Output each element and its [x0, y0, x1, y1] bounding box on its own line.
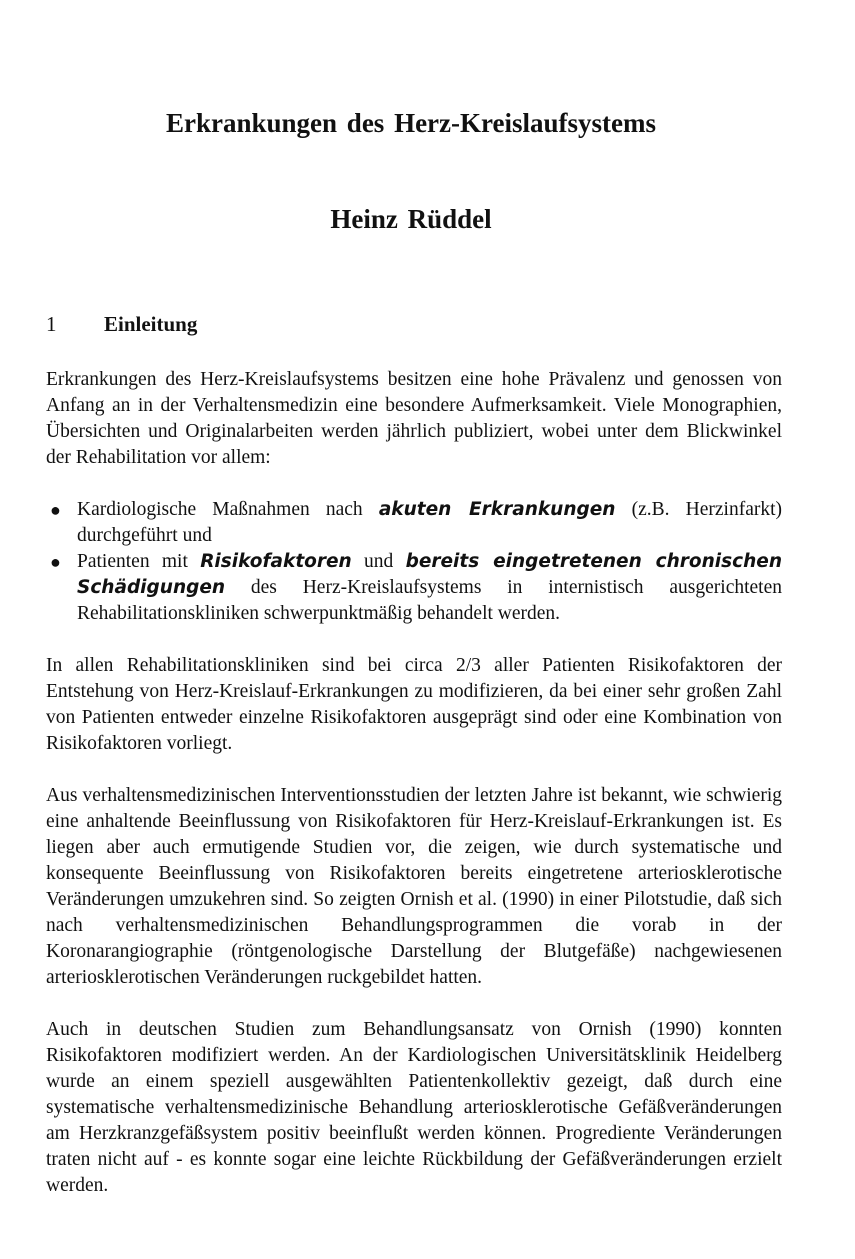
emphasis-text: akuten Erkrankungen: [378, 499, 616, 520]
body-text: [46, 367, 782, 1225]
section-heading: Einleitung: [104, 312, 198, 336]
list-item: [46, 497, 782, 549]
bullet-icon: ●: [50, 552, 61, 572]
paragraph: Aus verhaltensmedizinischen Interventionsstudien der letzten Jahre ist bekannt, wie schwierig eine anhaltende Beeinflussung von Risikofaktoren für Herz-Kreislauf-Erkrankungen ist. Es liegen aber auch ermutigende Studien vor, die zeigen, wie durch systematische und konsequente Beeinflussung von Risikofaktoren bereits eingetretene arteriosklerotische Veränderungen umzukehren sind. So zeigten Ornish et al. (1990) in einer Pilotstudie, daß sich nach verhaltensmedizinischen Behandlungsprogrammen die vorab in der Koronarangiographie (röntgenologische Darstellung der Blutgefäße) nachgewiesenen arteriosklerotischen Veränderungen ruckgebildet hatten.: [46, 785, 782, 988]
emphasis-text: bereits eingetretenen chronischen Schädigungen: [77, 551, 782, 598]
list-item-text: Patienten mit: [77, 551, 201, 572]
list-item-text: (z.B. Herzinfarkt) durchgeführt und: [77, 499, 783, 546]
page-title: Erkrankungen des Herz-Kreislaufsystems: [166, 108, 656, 138]
bullet-list: [46, 497, 782, 627]
list-item-text: Kardiologische Maßnahmen nach: [77, 499, 379, 520]
emphasis-text: Risikofaktoren: [200, 551, 352, 572]
author-name: Heinz Rüddel: [330, 204, 492, 234]
section-number: 1: [46, 312, 57, 336]
list-item-text: und: [351, 551, 406, 572]
list-item-text: des Herz-Kreislaufsystems in internistisch ausgerichteten Rehabilitationskliniken schwerpunktmäßig behandelt werden.: [77, 577, 782, 624]
bullet-icon: ●: [50, 500, 61, 520]
paragraph: Erkrankungen des Herz-Kreislaufsystems besitzen eine hohe Prävalenz und genossen von Anfang an in der Verhaltensmedizin eine besondere Aufmerksamkeit. Viele Monographien, Übersichten und Originalarbeiten werden jährlich publiziert, wobei unter dem Blickwinkel der Rehabilitation vor allem:: [46, 369, 782, 468]
list-item: [46, 549, 782, 627]
paragraph: Auch in deutschen Studien zum Behandlungsansatz von Ornish (1990) konnten Risikofaktoren modifiziert werden. An der Kardiologischen Universitätsklinik Heidelberg wurde an einem speziell ausgewählten Patientenkollektiv gezeigt, daß durch eine systematische verhaltensmedizinische Behandlung arteriosklerotische Gefäßveränderungen am Herzkranzgefäßsystem positiv beeinflußt werden können. Progrediente Veränderungen traten nicht auf - es konnte sogar eine leichte Rückbildung der Gefäßveränderungen erzielt werden.: [46, 1019, 782, 1196]
paragraph: In allen Rehabilitationskliniken sind bei circa 2/3 aller Patienten Risikofaktoren der Entstehung von Herz-Kreislauf-Erkrankungen zu modifizieren, da bei einer sehr großen Zahl von Patienten entweder einzelne Risikofaktoren ausgeprägt sind oder eine Kombination von Risikofaktoren vorliegt.: [46, 655, 782, 754]
section-header: [46, 312, 197, 337]
